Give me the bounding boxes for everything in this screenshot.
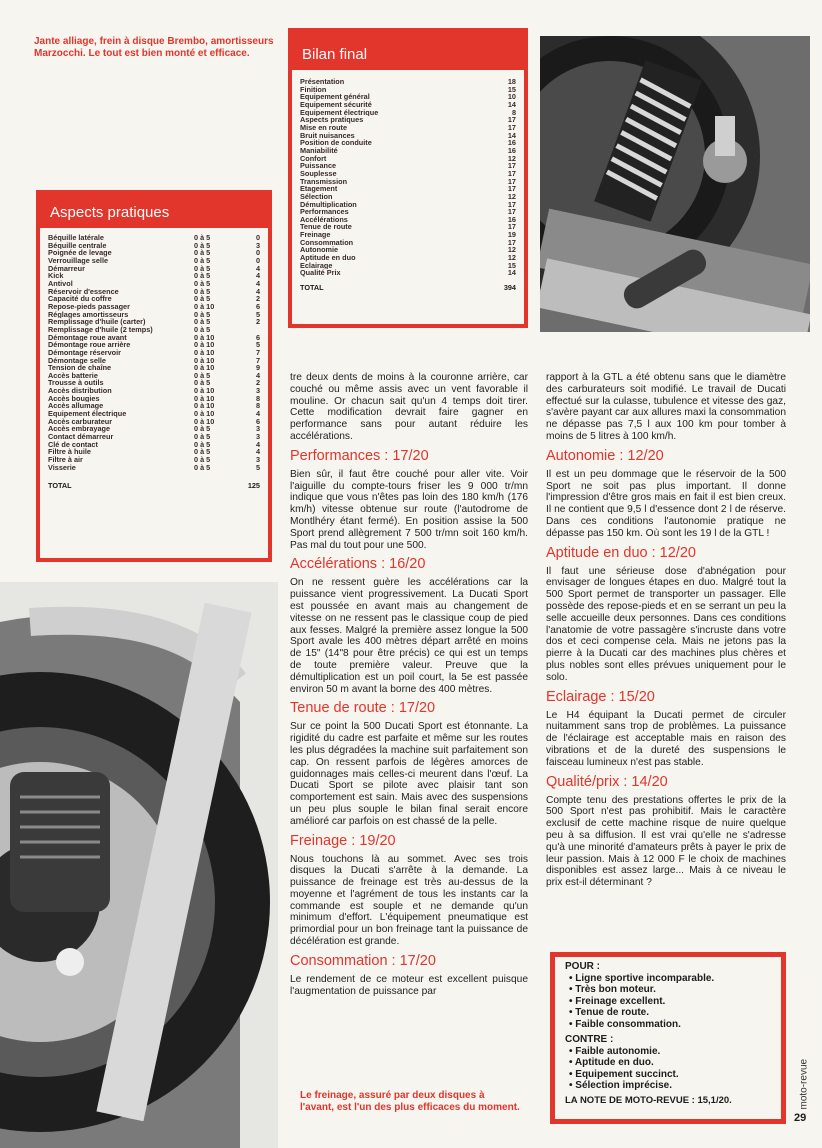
aspects-total-value: 125: [247, 481, 260, 491]
aspects-cell-rng: 0 à 5: [194, 294, 211, 304]
aspects-row: [48, 395, 260, 403]
bilan-row: [300, 239, 516, 247]
aspects-row: [48, 372, 260, 380]
bilan-cell-sc: 17: [507, 161, 516, 171]
bilan-row: [300, 269, 516, 277]
aspects-cell-lbl: Démontage roue avant: [48, 333, 127, 342]
aspects-cell-sc: 2: [255, 294, 260, 304]
aspects-row: [48, 249, 260, 257]
aspects-cell-rng: 0 à 10: [194, 347, 215, 357]
aspects-cell-rng: 0 à 5: [194, 424, 211, 434]
bilan-row: [300, 93, 516, 101]
contre-list: [565, 1046, 771, 1092]
contre-label: CONTRE :: [565, 1034, 614, 1045]
bilan-cell-lbl: Equipement électrique: [300, 108, 379, 117]
aspects-cell-lbl: Réglages amortisseurs: [48, 310, 129, 319]
aspects-cell-sc: 6: [255, 301, 260, 311]
bilan-cell-sc: 16: [507, 214, 516, 224]
aspects-cell-sc: 4: [255, 447, 260, 457]
aspects-cell-sc: 3: [255, 240, 260, 250]
bilan-row: [300, 109, 516, 117]
aspects-cell-rng: 0 à 5: [194, 233, 211, 242]
col2-intro: tre deux dents de moins à la couronne arrière, car couché ou même assis avec un vent favorable il mouline. Or chacun sait qu'un 4 temps doit tirer. Cette modification devrait faire gagner en performance sans pour autant réduire les accélérations.: [290, 372, 528, 442]
aspects-row: [48, 364, 260, 372]
bilan-cell-sc: 12: [507, 153, 516, 163]
aspects-cell-lbl: Filtre à air: [48, 456, 83, 464]
aspects-cell-lbl: Remplissage d'huile (carter): [48, 318, 146, 326]
aspects-cell-lbl: Accès distribution: [48, 387, 112, 395]
aspects-cell-rng: 0 à 5: [194, 271, 211, 281]
aspects-cell-lbl: Accès bougies: [48, 394, 100, 403]
aspects-cell-lbl: Démontage réservoir: [48, 348, 121, 357]
bilan-cell-sc: 16: [507, 138, 516, 148]
bilan-cell-sc: 15: [507, 260, 516, 270]
bilan-cell-lbl: Démultiplication: [300, 200, 357, 209]
aspects-row: [48, 295, 260, 303]
aspects-row: [48, 418, 260, 426]
bilan-cell-sc: 12: [507, 245, 516, 255]
bilan-cell-sc: 12: [507, 253, 516, 263]
aspects-cell-lbl: Démontage selle: [48, 356, 106, 365]
aspects-cell-lbl: Antivol: [48, 279, 73, 288]
bilan-cell-lbl: Aptitude en duo: [300, 254, 356, 262]
aspects-row: [48, 311, 260, 319]
aspects-cell-sc: 5: [255, 340, 260, 350]
bilan-cell-sc: 17: [507, 122, 516, 132]
aspects-cell-rng: 0 à 10: [194, 416, 215, 426]
bilan-cell-sc: 17: [507, 184, 516, 194]
bilan-cell-lbl: Confort: [300, 154, 327, 163]
bottom-caption: Le freinage, assuré par deux disques à l'avant, est l'un des plus efficaces du moment.: [300, 1090, 520, 1113]
front-brake-photo: [0, 582, 278, 1148]
contre-item: • Faible autonomie.: [565, 1046, 771, 1058]
bilan-cell-sc: 14: [507, 268, 516, 278]
aspects-cell-sc: 2: [255, 317, 260, 327]
accelerations-text: On ne ressent guère les accélérations car la puissance vient progressivement. La Ducati Sport est poussée en avant mais au changement de vitesse on ne ressent pas le classique coup de pied aux fesses. Malgré la première assez longue la 500 Sport avale les 400 mètres départ arrêté en moins de 15" (14"8 pour être précis) ce qui est un temps de toute première valeur. Preuve que la démultiplication est un poil court, la 5e est passée environ 50 m avant la borne des 400 mètres.: [290, 577, 528, 695]
bilan-row: [300, 101, 516, 109]
aspects-cell-rng: 0 à 5: [194, 263, 211, 273]
aspects-cell-lbl: Verrouillage selle: [48, 256, 109, 265]
aspects-cell-sc: 6: [255, 332, 260, 342]
bilan-row: [300, 201, 516, 209]
aspects-total: [40, 481, 268, 490]
aspects-cell-lbl: Démontage roue arrière: [48, 341, 131, 349]
aspects-row: [48, 464, 260, 472]
bilan-row: [300, 139, 516, 147]
bilan-cell-lbl: Tenue de route: [300, 223, 352, 232]
aspects-row: [48, 303, 260, 311]
bilan-cell-lbl: Mise en route: [300, 123, 348, 132]
rear-shock-photo: [540, 36, 810, 332]
aspects-cell-lbl: Contact démarreur: [48, 433, 114, 441]
aspects-cell-lbl: Remplissage d'huile (2 temps): [48, 325, 153, 334]
bilan-cell-lbl: Performances: [300, 208, 349, 216]
aspects-cell-sc: 8: [255, 393, 260, 403]
aspects-cell-rng: 0 à 5: [194, 370, 211, 380]
aspects-row: [48, 265, 260, 273]
bilan-row: [300, 231, 516, 239]
aspects-row: [48, 242, 260, 250]
bilan-row: [300, 86, 516, 94]
aspects-total-label: TOTAL: [48, 481, 72, 491]
aspects-cell-lbl: Poignée de levage: [48, 249, 112, 257]
aspects-cell-rng: 0 à 10: [194, 301, 215, 311]
aspects-cell-sc: 3: [255, 432, 260, 442]
aspects-cell-sc: 4: [255, 271, 260, 281]
bilan-cell-lbl: Maniabilité: [300, 146, 338, 155]
bilan-cell-sc: 8: [511, 107, 516, 117]
bilan-total-label: TOTAL: [300, 283, 324, 293]
aspects-cell-rng: 0 à 5: [194, 240, 211, 250]
autonomie-heading: Autonomie : 12/20: [546, 447, 664, 464]
performances-heading: Performances : 17/20: [290, 447, 429, 464]
consommation-text: Le rendement de ce moteur est excellent puisque l'augmentation de puissance par: [290, 973, 528, 997]
col3-intro: rapport à la GTL a été obtenu sans que le diamètre des carburateurs soit modifié. Le travail de Ducati effectué sur la culasse, tubulence et vitesse des gaz, s'avère payant car aux allures maxi la consommation ne dépasse pas 7,5 l aux 100 km pour tomber à moins de 5 litres à 100 km/h.: [546, 372, 786, 442]
aspects-cell-sc: 4: [255, 278, 260, 288]
aspects-cell-rng: 0 à 5: [194, 447, 211, 457]
aspects-cell-sc: 7: [255, 355, 260, 365]
freinage-heading: Freinage : 19/20: [290, 832, 396, 849]
aspects-row: [48, 288, 260, 296]
aspects-cell-lbl: Accès carburateur: [48, 417, 113, 426]
pros-cons-box: [550, 952, 786, 1124]
aspects-cell-lbl: Kick: [48, 272, 64, 280]
aspects-cell-rng: 0 à 10: [194, 355, 215, 365]
aspects-cell-lbl: Accès batterie: [48, 371, 98, 380]
aspects-cell-rng: 0 à 5: [194, 248, 211, 258]
aspects-cell-lbl: Accès allumage: [48, 402, 104, 411]
bilan-row: [300, 223, 516, 231]
aspects-cell-rng: 0 à 5: [194, 455, 211, 465]
aspects-cell-sc: 5: [255, 309, 260, 319]
bilan-row: [300, 124, 516, 132]
aspects-cell-sc: 4: [255, 263, 260, 273]
bilan-row: [300, 246, 516, 254]
bilan-cell-lbl: Puissance: [300, 162, 337, 170]
bilan-cell-sc: 12: [507, 191, 516, 201]
aspects-cell-rng: 0 à 10: [194, 363, 215, 373]
aspects-cell-sc: 4: [255, 439, 260, 449]
aspects-cell-rng: 0 à 10: [194, 332, 215, 342]
bilan-cell-lbl: Freinage: [300, 231, 331, 239]
bilan-cell-lbl: Qualité Prix: [300, 269, 341, 278]
pour-item: • Très bon moteur.: [565, 984, 771, 996]
bilan-row: [300, 162, 516, 170]
bilan-cell-sc: 17: [507, 199, 516, 209]
autonomie-text: Il est un peu dommage que le réservoir de la 500 Sport ne soit pas plus important. Il donne l'impression d'être gros mais en fait il est bien creux. Il ne contient que 9,5 l d'essence dont 2 l de réserve. Dans ces conditions l'autonomie pratique ne dépasse pas 150 km. Où sont les 19 l de la GTL !: [546, 468, 786, 539]
bilan-cell-sc: 18: [507, 77, 516, 86]
aspects-cell-rng: 0 à 10: [194, 340, 215, 350]
aspects-cell-sc: 4: [255, 286, 260, 296]
aspects-cell-lbl: Réservoir d'essence: [48, 287, 119, 296]
page-number: 29: [794, 1112, 807, 1124]
column-3: [546, 372, 786, 893]
aspects-row: [48, 402, 260, 410]
aspects-row: [48, 272, 260, 280]
aspects-row: [48, 410, 260, 418]
bilan-row: [300, 78, 516, 86]
bilan-row: [300, 132, 516, 140]
bilan-row: [300, 208, 516, 216]
bilan-cell-lbl: Equipement général: [300, 93, 370, 101]
aspects-cell-sc: 3: [255, 386, 260, 396]
bilan-row: [300, 193, 516, 201]
bilan-row: [300, 178, 516, 186]
aspects-row: [48, 448, 260, 456]
aspects-row: [48, 280, 260, 288]
aspects-cell-sc: 9: [255, 363, 260, 373]
bilan-title: Bilan final: [292, 32, 524, 70]
bilan-cell-lbl: Finition: [300, 85, 327, 94]
bilan-cell-sc: 10: [507, 92, 516, 102]
bilan-row: [300, 216, 516, 224]
aspects-cell-rng: 0 à 5: [194, 439, 211, 449]
duo-text: Il faut une sérieuse dose d'abnégation pour envisager de longues étapes en duo. Malgré tout la 500 Sport permet de transporter un passager. Elle possède des repose-pieds et en se serrant un peu la selle accueille deux personnes. Dans ces conditions l'anatomie de votre passagère s'incruste dans votre dos et ceci compense cela. Mais ne jetons pas la pierre à la Ducati car des machines plus chères et plus nobles sont elles prévues uniquement pour le solo.: [546, 565, 786, 683]
aspects-row: [48, 425, 260, 433]
bilan-cell-sc: 14: [507, 130, 516, 140]
aspects-cell-rng: 0 à 5: [194, 317, 211, 327]
bilan-cell-sc: 17: [507, 237, 516, 247]
bilan-cell-sc: 17: [507, 207, 516, 217]
aspects-rows: [40, 228, 268, 471]
aspects-cell-sc: 4: [255, 370, 260, 380]
aspects-cell-rng: 0 à 5: [194, 432, 211, 442]
bilan-cell-sc: 19: [507, 230, 516, 240]
bilan-rows: [292, 70, 524, 277]
freinage-text: Nous touchons là au sommet. Avec ses trois disques la Ducati s'arrête à la demande. La puissance de freinage est très au-dessus de la moyenne et l'agrément de tous les instants car la commande est souple et ne demande qu'un minimum d'effort. L'équipement pneumatique est primordial pour un bon freinage tant la puissance de décélération est grande.: [290, 853, 528, 948]
bilan-cell-lbl: Consommation: [300, 238, 354, 247]
aspects-row: [48, 357, 260, 365]
bilan-cell-lbl: Bruit nuisances: [300, 131, 355, 140]
bilan-cell-sc: 17: [507, 168, 516, 178]
bilan-row: [300, 116, 516, 124]
aspects-cell-rng: 0 à 10: [194, 409, 215, 419]
bilan-total-value: 394: [503, 283, 516, 293]
aspects-cell-lbl: Clé de contact: [48, 440, 98, 449]
aspects-cell-sc: 4: [255, 409, 260, 419]
aspects-row: [48, 257, 260, 265]
aspects-cell-rng: 0 à 5: [194, 286, 211, 296]
contre-item: • Aptitude en duo.: [565, 1057, 771, 1069]
contre-item: • Sélection imprécise.: [565, 1080, 771, 1092]
aspects-row: [48, 349, 260, 357]
bilan-cell-lbl: Autonomie: [300, 246, 339, 255]
aspects-cell-rng: 0 à 10: [194, 401, 215, 411]
side-label-wrap: [794, 1050, 814, 1110]
aspects-cell-lbl: Equipement électrique: [48, 410, 127, 418]
aspects-cell-rng: 0 à 5: [194, 278, 211, 288]
aspects-cell-lbl: Trousse à outils: [48, 379, 104, 388]
aspects-title: Aspects pratiques: [40, 194, 268, 228]
aspects-cell-sc: 6: [255, 416, 260, 426]
aspects-cell-sc: 0: [255, 248, 260, 258]
aspects-cell-sc: 2: [255, 378, 260, 388]
bilan-cell-lbl: Eclairage: [300, 261, 333, 270]
bilan-cell-sc: 14: [507, 99, 516, 109]
accelerations-heading: Accélérations : 16/20: [290, 556, 426, 573]
bilan-cell-sc: 17: [507, 176, 516, 186]
bilan-cell-lbl: Transmission: [300, 177, 348, 186]
eclairage-heading: Eclairage : 15/20: [546, 688, 655, 705]
tenue-text: Sur ce point la 500 Ducati Sport est étonnante. La rigidité du cadre est parfaite et même sur les routes les plus dégradées la machine suit parfaitement son cap. On ressent parfois de légères amorces de guidonnages mais celles-ci meurent dans l'œuf. La Ducati Sport se pilote avec plaisir tant son comportement est sain. Mais avec des suspensions un peu plus souple le bilan final serait encore amélioré car parfois on est chassé de la pelle.: [290, 721, 528, 827]
aspects-cell-lbl: Béquille centrale: [48, 241, 107, 250]
aspects-cell-lbl: Démarreur: [48, 264, 85, 273]
aspects-row: [48, 234, 260, 242]
bilan-cell-lbl: Sélection: [300, 192, 333, 201]
bilan-cell-lbl: Accélérations: [300, 215, 348, 224]
consommation-heading: Consommation : 17/20: [290, 952, 436, 969]
qualite-prix-text: Compte tenu des prestations offertes le prix de la 500 Sport n'est pas prohibitif. Mais le caractère exclusif de cette machine risque de nuire quelque peu à sa diffusion. Il est vrai qu'elle ne s'adresse qu'à une minorité d'amateurs prêts à payer le prix de leur passion. Mais à 12 000 F le choix de machines disponibles est assez large... Mais à ce niveau le prix est-il déterminant ?: [546, 794, 786, 889]
aspects-cell-sc: 8: [255, 401, 260, 411]
bilan-row: [300, 155, 516, 163]
aspects-cell-lbl: Repose-pieds passager: [48, 302, 130, 311]
bilan-total: [292, 283, 524, 292]
aspects-cell-sc: 3: [255, 455, 260, 465]
bilan-cell-sc: 15: [507, 84, 516, 94]
aspects-cell-sc: 0: [255, 255, 260, 265]
bilan-final-box: [288, 28, 528, 328]
bilan-cell-sc: 17: [507, 115, 516, 125]
pour-item: • Freinage excellent.: [565, 996, 771, 1008]
bilan-cell-lbl: Position de conduite: [300, 139, 372, 147]
aspects-row: [48, 433, 260, 441]
aspects-cell-rng: 0 à 10: [194, 386, 215, 396]
aspects-cell-sc: 5: [255, 462, 260, 472]
aspects-cell-rng: 0 à 5: [194, 255, 211, 265]
bilan-row: [300, 262, 516, 270]
aspects-row: [48, 387, 260, 395]
bilan-cell-lbl: Aspects pratiques: [300, 116, 364, 124]
aspects-cell-rng: 0 à 5: [194, 309, 211, 319]
duo-heading: Aptitude en duo : 12/20: [546, 544, 696, 561]
note-moto-revue: LA NOTE DE MOTO-REVUE : 15,1/20.: [565, 1094, 732, 1106]
pour-item: • Ligne sportive incomparable.: [565, 973, 771, 985]
aspects-row: [48, 456, 260, 464]
aspects-cell-sc: 3: [255, 424, 260, 434]
bilan-row: [300, 185, 516, 193]
aspects-row: [48, 341, 260, 349]
bilan-cell-lbl: Etagement: [300, 185, 338, 193]
aspects-cell-rng: 0 à 5: [194, 462, 211, 472]
pour-item: • Faible consommation.: [565, 1019, 771, 1031]
pour-label: POUR :: [565, 961, 600, 972]
aspects-pratiques-box: [36, 190, 272, 562]
aspects-row: [48, 318, 260, 326]
bilan-cell-lbl: Présentation: [300, 78, 345, 86]
top-caption: Jante alliage, frein à disque Brembo, amortisseurs Marzocchi. Le tout est bien monté et efficace.: [34, 36, 274, 59]
pour-item: • Tenue de route.: [565, 1007, 771, 1019]
aspects-cell-rng: 0 à 5: [194, 324, 211, 334]
aspects-cell-lbl: Visserie: [48, 463, 76, 472]
side-label: moto-revue: [798, 1058, 810, 1110]
contre-item: • Equipement succinct.: [565, 1069, 771, 1081]
aspects-row: [48, 441, 260, 449]
bilan-row: [300, 147, 516, 155]
pour-list: [565, 973, 771, 1031]
aspects-cell-lbl: Accès embrayage: [48, 425, 111, 434]
aspects-cell-lbl: Béquille latérale: [48, 234, 104, 242]
aspects-cell-sc: 7: [255, 347, 260, 357]
aspects-cell-rng: 0 à 10: [194, 393, 215, 403]
qualite-prix-heading: Qualité/prix : 14/20: [546, 773, 668, 790]
bilan-cell-sc: 17: [507, 222, 516, 232]
column-2: [290, 372, 528, 1001]
aspects-row: [48, 334, 260, 342]
tenue-heading: Tenue de route : 17/20: [290, 700, 436, 717]
eclairage-text: Le H4 équipant la Ducati permet de circuler nuitamment sans trop de problèmes. La puissance de l'éclairage est acceptable mais en raison des vibrations et de la dureté des suspensions le faisceau lumineux n'est pas stable.: [546, 709, 786, 768]
aspects-cell-lbl: Capacité du coffre: [48, 295, 112, 303]
aspects-cell-lbl: Tension de chaîne: [48, 364, 112, 372]
bilan-row: [300, 170, 516, 178]
aspects-row: [48, 379, 260, 387]
performances-text: Bien sûr, il faut être couché pour aller vite. Voir l'aiguille du compte-tours friser les 9 000 tr/mn indique que vous n'êtes pas loin des 180 km/h (176 km/h) vitesse obtenue sur route (l'autodrome de Montlhéry étant fermé). En position assise la 500 Sport prend allègrement 7 500 tr/mn soit 160 km/h. Pas mal du tout pour une 500.: [290, 468, 528, 551]
bilan-cell-lbl: Equipement sécurité: [300, 100, 372, 109]
bilan-cell-sc: 16: [507, 145, 516, 155]
aspects-cell-sc: 0: [255, 233, 260, 242]
aspects-cell-rng: 0 à 5: [194, 378, 211, 388]
bilan-row: [300, 254, 516, 262]
aspects-row: [48, 326, 260, 334]
bilan-cell-lbl: Souplesse: [300, 169, 337, 178]
aspects-cell-lbl: Filtre à huile: [48, 448, 91, 457]
